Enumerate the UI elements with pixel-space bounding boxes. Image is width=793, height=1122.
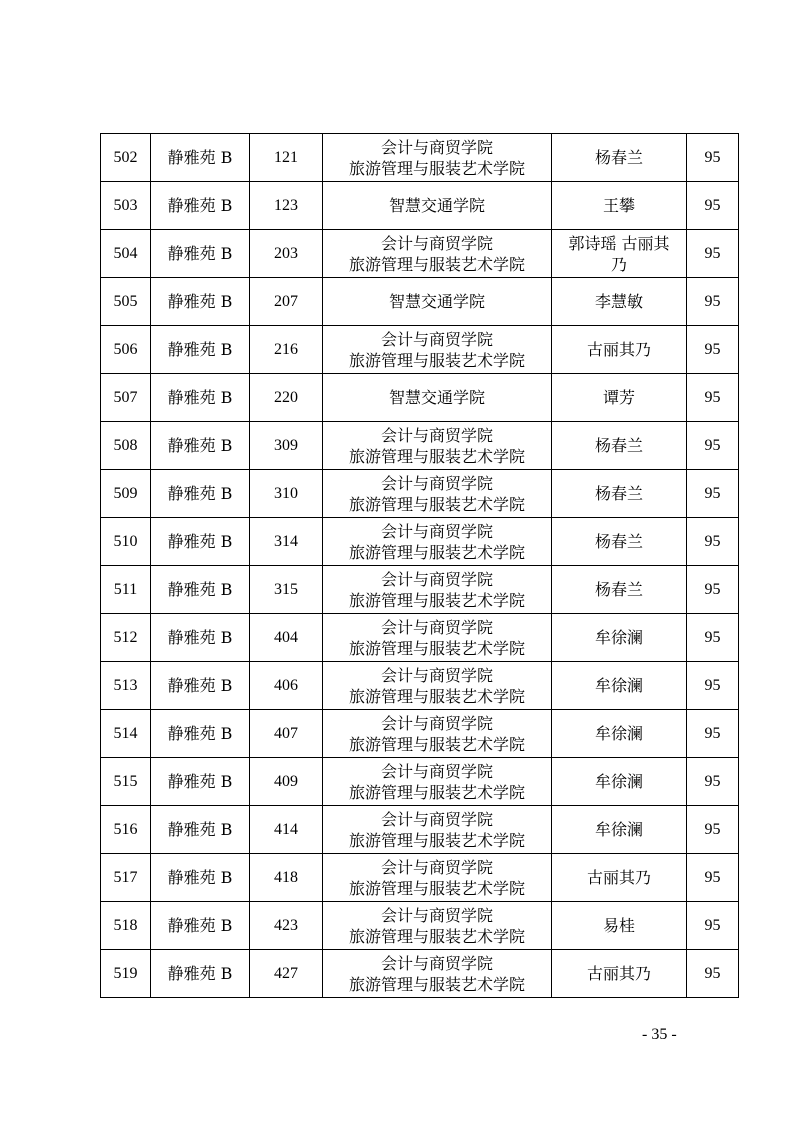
cell-score: 95 (687, 614, 739, 662)
cell-college (323, 422, 552, 470)
cell-score: 95 (687, 518, 739, 566)
cell-college (323, 182, 552, 230)
cell-number: 516 (101, 806, 151, 854)
cell-person (552, 902, 687, 950)
cell-college (323, 806, 552, 854)
cell-score: 95 (687, 182, 739, 230)
cell-person-line: 乃 (610, 254, 627, 274)
cell-number: 512 (101, 614, 151, 662)
cell-building: 静雅苑 B (151, 758, 250, 806)
cell-score: 95 (687, 422, 739, 470)
cell-score: 95 (687, 854, 739, 902)
cell-person (552, 806, 687, 854)
cell-college-line: 智慧交通学院 (388, 388, 485, 407)
cell-college (323, 710, 552, 758)
cell-score: 95 (687, 134, 739, 182)
cell-college (323, 662, 552, 710)
cell-person (552, 710, 687, 758)
cell-college-line: 旅游管理与服装艺术学院 (348, 350, 525, 370)
cell-person-line: 易桂 (602, 916, 635, 935)
cell-college-line: 会计与商贸学院 (380, 809, 493, 829)
table-row (101, 182, 739, 230)
cell-room: 310 (250, 470, 323, 518)
cell-building: 静雅苑 B (151, 710, 250, 758)
cell-college (323, 470, 552, 518)
dormitory-score-table (100, 133, 739, 998)
cell-person-line: 古丽其乃 (586, 964, 651, 983)
cell-college-line: 旅游管理与服装艺术学院 (348, 638, 525, 658)
cell-college-line: 会计与商贸学院 (380, 761, 493, 781)
cell-person-line: 古丽其乃 (586, 340, 651, 359)
cell-person (552, 278, 687, 326)
cell-building: 静雅苑 B (151, 662, 250, 710)
cell-room: 220 (250, 374, 323, 422)
cell-score: 95 (687, 374, 739, 422)
cell-college-line: 智慧交通学院 (388, 196, 485, 215)
cell-college-line: 会计与商贸学院 (380, 473, 493, 493)
cell-college (323, 950, 552, 998)
table-row (101, 134, 739, 182)
cell-person-line: 牟徐澜 (594, 724, 643, 743)
cell-college (323, 518, 552, 566)
cell-room: 121 (250, 134, 323, 182)
cell-building: 静雅苑 B (151, 566, 250, 614)
cell-college-line: 旅游管理与服装艺术学院 (348, 446, 525, 466)
cell-person-line: 牟徐澜 (594, 820, 643, 839)
cell-number: 503 (101, 182, 151, 230)
cell-college-line: 旅游管理与服装艺术学院 (348, 686, 525, 706)
cell-score: 95 (687, 806, 739, 854)
cell-college-line: 旅游管理与服装艺术学院 (348, 782, 525, 802)
cell-college-line: 会计与商贸学院 (380, 905, 493, 925)
cell-building: 静雅苑 B (151, 326, 250, 374)
table-row (101, 710, 739, 758)
cell-building: 静雅苑 B (151, 806, 250, 854)
cell-room: 409 (250, 758, 323, 806)
cell-room: 123 (250, 182, 323, 230)
table-row (101, 950, 739, 998)
cell-score: 95 (687, 278, 739, 326)
cell-college (323, 230, 552, 278)
table-row (101, 566, 739, 614)
cell-number: 514 (101, 710, 151, 758)
cell-number: 513 (101, 662, 151, 710)
cell-building: 静雅苑 B (151, 182, 250, 230)
cell-college (323, 278, 552, 326)
table-row (101, 422, 739, 470)
cell-college-line: 会计与商贸学院 (380, 569, 493, 589)
cell-building: 静雅苑 B (151, 134, 250, 182)
cell-score: 95 (687, 710, 739, 758)
cell-score: 95 (687, 662, 739, 710)
cell-person (552, 422, 687, 470)
cell-number: 510 (101, 518, 151, 566)
cell-building: 静雅苑 B (151, 374, 250, 422)
cell-college-line: 旅游管理与服装艺术学院 (348, 494, 525, 514)
cell-person-line: 牟徐澜 (594, 676, 643, 695)
cell-number: 504 (101, 230, 151, 278)
cell-number: 507 (101, 374, 151, 422)
cell-room: 414 (250, 806, 323, 854)
cell-person (552, 374, 687, 422)
cell-person-line: 郭诗瑶 古丽其 (568, 233, 670, 253)
table-row (101, 470, 739, 518)
cell-number: 502 (101, 134, 151, 182)
cell-person (552, 566, 687, 614)
cell-person (552, 182, 687, 230)
cell-person-line: 牟徐澜 (594, 772, 643, 791)
cell-person (552, 854, 687, 902)
cell-college-line: 旅游管理与服装艺术学院 (348, 878, 525, 898)
cell-number: 509 (101, 470, 151, 518)
cell-room: 216 (250, 326, 323, 374)
table-row (101, 854, 739, 902)
table-row (101, 806, 739, 854)
cell-college (323, 374, 552, 422)
table-body (101, 134, 739, 998)
cell-college-line: 会计与商贸学院 (380, 665, 493, 685)
cell-number: 511 (101, 566, 151, 614)
cell-number: 515 (101, 758, 151, 806)
cell-college-line: 会计与商贸学院 (380, 857, 493, 877)
cell-building: 静雅苑 B (151, 902, 250, 950)
cell-person (552, 662, 687, 710)
cell-college-line: 会计与商贸学院 (380, 137, 493, 157)
cell-college-line: 会计与商贸学院 (380, 233, 493, 253)
cell-building: 静雅苑 B (151, 470, 250, 518)
table-row (101, 326, 739, 374)
cell-college-line: 智慧交通学院 (388, 292, 485, 311)
table-row (101, 902, 739, 950)
cell-college (323, 854, 552, 902)
cell-college-line: 会计与商贸学院 (380, 521, 493, 541)
cell-room: 404 (250, 614, 323, 662)
cell-building: 静雅苑 B (151, 854, 250, 902)
cell-room: 207 (250, 278, 323, 326)
cell-person-line: 牟徐澜 (594, 628, 643, 647)
cell-person-line: 杨春兰 (594, 580, 643, 599)
cell-person-line: 杨春兰 (594, 484, 643, 503)
cell-college-line: 旅游管理与服装艺术学院 (348, 542, 525, 562)
page-number: - 35 - (642, 1026, 677, 1043)
cell-number: 505 (101, 278, 151, 326)
cell-person-line: 古丽其乃 (586, 868, 651, 887)
table-row (101, 230, 739, 278)
cell-college-line: 会计与商贸学院 (380, 713, 493, 733)
cell-person (552, 758, 687, 806)
cell-score: 95 (687, 758, 739, 806)
cell-room: 427 (250, 950, 323, 998)
cell-building: 静雅苑 B (151, 950, 250, 998)
table-row (101, 518, 739, 566)
table-row (101, 662, 739, 710)
cell-number: 508 (101, 422, 151, 470)
cell-room: 203 (250, 230, 323, 278)
cell-score: 95 (687, 902, 739, 950)
cell-college-line: 旅游管理与服装艺术学院 (348, 926, 525, 946)
cell-college (323, 902, 552, 950)
cell-person (552, 470, 687, 518)
cell-college-line: 旅游管理与服装艺术学院 (348, 254, 525, 274)
cell-college-line: 旅游管理与服装艺术学院 (348, 158, 525, 178)
cell-score: 95 (687, 326, 739, 374)
cell-college-line: 会计与商贸学院 (380, 617, 493, 637)
cell-college-line: 会计与商贸学院 (380, 953, 493, 973)
cell-college-line: 旅游管理与服装艺术学院 (348, 590, 525, 610)
cell-room: 309 (250, 422, 323, 470)
cell-number: 518 (101, 902, 151, 950)
cell-person-line: 杨春兰 (594, 148, 643, 167)
cell-score: 95 (687, 566, 739, 614)
cell-number: 506 (101, 326, 151, 374)
cell-college (323, 326, 552, 374)
cell-number: 519 (101, 950, 151, 998)
cell-person-line: 李慧敏 (594, 292, 643, 311)
cell-number: 517 (101, 854, 151, 902)
cell-person-line: 谭芳 (602, 388, 635, 407)
cell-building: 静雅苑 B (151, 518, 250, 566)
cell-person-line: 杨春兰 (594, 436, 643, 455)
cell-person (552, 134, 687, 182)
cell-college-line: 会计与商贸学院 (380, 425, 493, 445)
cell-college (323, 614, 552, 662)
cell-score: 95 (687, 470, 739, 518)
cell-room: 407 (250, 710, 323, 758)
cell-room: 423 (250, 902, 323, 950)
cell-college (323, 758, 552, 806)
cell-person (552, 518, 687, 566)
cell-person (552, 326, 687, 374)
cell-room: 314 (250, 518, 323, 566)
cell-score: 95 (687, 230, 739, 278)
cell-room: 315 (250, 566, 323, 614)
cell-college-line: 旅游管理与服装艺术学院 (348, 734, 525, 754)
table-row (101, 374, 739, 422)
cell-score: 95 (687, 950, 739, 998)
cell-person (552, 230, 687, 278)
cell-person (552, 950, 687, 998)
cell-college-line: 会计与商贸学院 (380, 329, 493, 349)
cell-building: 静雅苑 B (151, 422, 250, 470)
cell-person-line: 王攀 (602, 196, 635, 215)
cell-room: 418 (250, 854, 323, 902)
table-row (101, 614, 739, 662)
table-row (101, 758, 739, 806)
cell-college-line: 旅游管理与服装艺术学院 (348, 974, 525, 994)
cell-person (552, 614, 687, 662)
cell-building: 静雅苑 B (151, 230, 250, 278)
cell-building: 静雅苑 B (151, 278, 250, 326)
cell-college (323, 134, 552, 182)
table-row (101, 278, 739, 326)
cell-building: 静雅苑 B (151, 614, 250, 662)
cell-college-line: 旅游管理与服装艺术学院 (348, 830, 525, 850)
cell-person-line: 杨春兰 (594, 532, 643, 551)
cell-room: 406 (250, 662, 323, 710)
cell-college (323, 566, 552, 614)
